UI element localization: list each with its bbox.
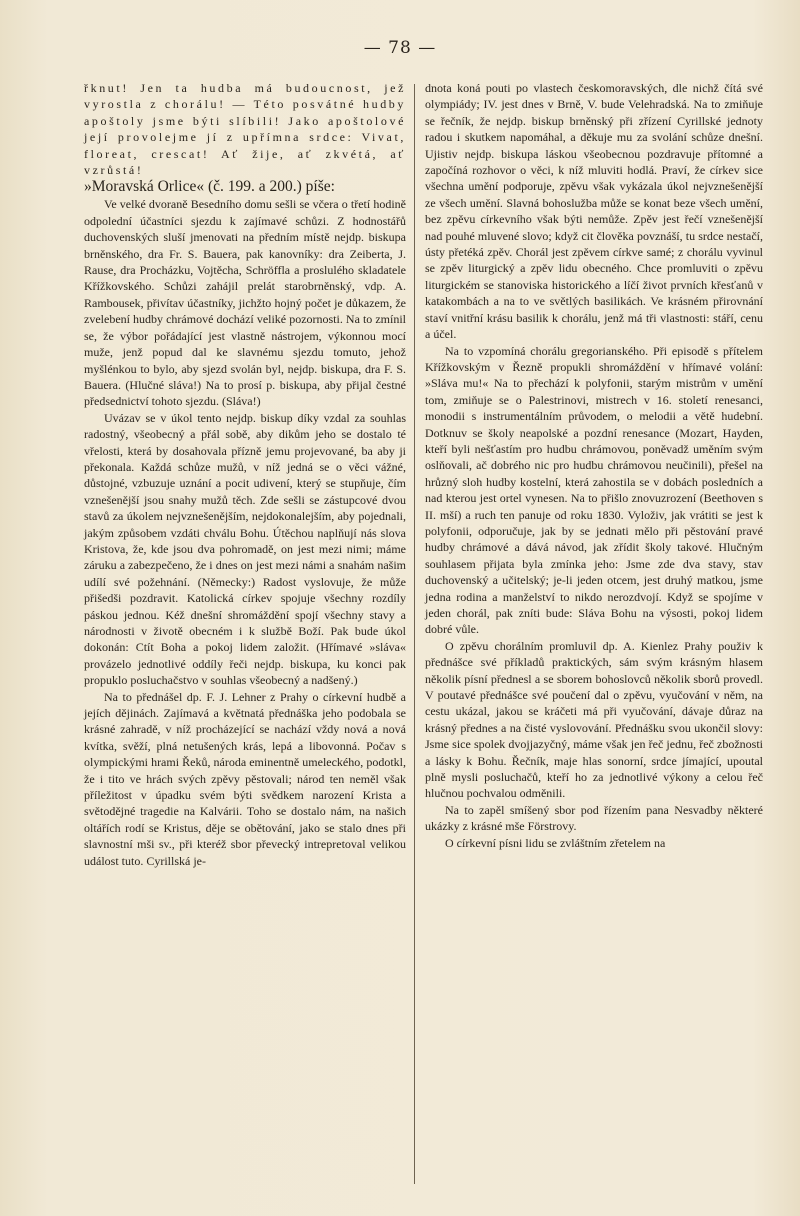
paragraph: Uvázav se v úkol tento nejdp. biskup díky vzdal za souhlas radostný, všeobecný a přál sobě, aby dikům jeho se dostalo té vřelosti, která by dosahovala přízně jemu projevované, ba aby ji překonala. Každá schůze mužů, v níž jedná se o věci vážné, důstojné, vzbuzuje uznání a pocit udivení, který se stupňuje, čím vznešenější jsou snahy mužů těch. Zde sešli se zástupcové dvou stavů za úkolem nejvznešenějším, nejdokonalejším, aby pojednali, jakým způsobem vzdáti chválu Bohu. Útěchou naplňují nás slova Kristova, že, kde jsou dva pohromadě, on jest mezi nimi; máme záruku a zabezpečeno, že i dnes on jest mezi námi a snahám našim udílí své požehnání. (Německy:) Radost vyslovuje, že může přišedši pozdravit. Katolická církev spojuje všechny rozdíly páskou jednou. Kéž dnešní shromáždění spojí všechny stavy a národnosti v životě obecném i k službě Boží. Pak bude úkol dokonán: Ctít Boha a pokoj lidem založit. (Hřímavé »sláva« provázelo jednotlivé oddíly řeči nejdp. biskupa, ku konci pak propuklo posluchačstvo v souhlas všeobecný a nadšený.) <box>84 410 406 688</box>
paragraph: Na to zapěl smíšený sbor pod řízením pana Nesvadby některé ukázky z krásné mše Förstrovy. <box>425 802 763 834</box>
section-heading: »Moravská Orlice« (č. 199. a 200.) píše: <box>84 178 335 196</box>
paragraph: Na to vzpomíná chorálu gregorianského. Při episodě s přítelem Křížkovským v Řezně propukli shromáždění v hřímavé volání: »Sláva mu!« Na to přechází k polyfonii, starým mistrům v umění tom, zmiňuje se o Palestrinovi, mistrech v 16. století renesanci, monodii s instrumentálním průvodem, o melodii a větě hudební. Dotknuv se školy neapolské a pozdní renesance (Mozart, Hayden, kteří byli nešťastím pro hudbu chrámovou, poněvadž uměním svým oslňovali, ač dobrého nic pro hudbu chrámovou neučinili), přešel na hrůzný sloh hudby kostelní, která zahostila se v dobách posledních a nad kterou jest ortel vynesen. Na to přišlo znovuzrození (Beethoven s II. mší) a ruch ten panuje od roku 1830. Vyloživ, jak vrátiti se jest k polyfonii, odporučuje, jak by se jednati mělo při pěstování pravé hudby chrámové a dává návod, jak zřídit školy takové. Hlučným souhlasem přijata byla zmínka jeho: Jsme zde dva stavy, stav duchovenský a učitelský; je-li jeden otcem, jest druhý matkou, jsme jedna rodina a manželství to nikdo nerozdvojí. Když se spojíme v jeden chorál, pak zníti bude: Sláva Bohu na výsosti, pokoj lidem dobré vůle. <box>425 343 763 637</box>
paragraph: O církevní písni lidu se zvláštním zřetelem na <box>445 835 666 850</box>
paragraph: O zpěvu chorálním promluvil dp. A. Kienlez Prahy použiv k přednášce své příkladů praktických, sám svým krásným hlasem několik písní přednesl a se sborem bohoslovců několik sborů provedl. V poutavé přednášce své poučení dal o zpěvu, vyučování v něm, na cestu ukázal, jakou se kráčeti má při vyučování, dávaje důraz na krásný přednes a na čisté vyslovování. Přednášku svou ukončil slovy: Jsme sice spolek dvojjazyčný, máme však jen řeč jednu, řeč zbožnosti a lásky k Bohu. Řečník, maje hlas sonorní, srdce jímající, upoutal plně mysli posluchačů, kteří ho za jednotlivé výkony a celou řeč hlučnou pochvalou odměnili. <box>425 638 763 801</box>
column-divider <box>414 84 415 1184</box>
paragraph: Ve velké dvoraně Besedního domu sešli se včera o třetí hodině odpolední účastníci sjezdu k zajímavé schůzi. Z hodnostářů duchovenských sluší jmenovati na předním místě nejdp. biskupa brněnského, dra Fr. S. Bauera, pak kanovníky: dra Zeiberta, J. Rause, dra Procházku, Vojtěcha, Schröffla a proslulého skladatele Křížkovského. Schůzi zahájil prelát starobrněnský, vdp. A. Rambousek, přivítav účastníky, jichžto hojný počet je důkazem, že zvelebení hudby chrámové dochází veliké pozornosti. Na to zmínil se, že výbor pořádající jest vlastně nástrojem, výkonnou mocí muže, jenž popud dal ke slavnému sjezdu tomuto, jehož myšlénkou to bylo, aby sjezd svolán byl, nejdp. biskupa, dra F. S. Bauera. (Hlučné sláva!) Na to prosí p. biskupa, aby přijal čestné předsednictví tohoto sjezdu. (Sláva!) <box>84 197 406 409</box>
intro-paragraph: řknut! Jen ta hudba má budoucnost, jež vyrostla z chorálu! — Této posvátné hudby apoštoly jsme býti slíbili! Jako apoštolové její provolejme jí z upřímna srdce: Vivat, floreat, crescat! Ať žije, ať zkvétá, ať vzrůstá! <box>84 81 406 178</box>
paragraph: Na to přednášel dp. F. J. Lehner z Prahy o církevní hudbě a jejích dějinách. Zajímavá a květnatá přednáška jeho podobala se krásné zahradě, v níž procházející se nachází vždy nová a nová kvítka, svěží, plná netušených krás, lepá a libovonná. Počav s olympickými hrami Řeků, národa eminentně umeleckého, podotkl, že i tito ve hrách svých zpěvy pěstovali; národ ten neměl však příležitost v úpadku svém býti svědkem narození Krista a světodějné tragedie na Kalvárii. Toho se dostalo nám, na našich oltářích rodí se Kristus, děje se obětování, jako se stalo dnes při slavnostní mši sv., při kteréž sbor převecký intrepretoval velikou událost tuto. Cyrillská je- <box>84 689 406 868</box>
paragraph: dnota koná pouti po vlastech českomoravských, dle nichž čítá své olympiády; IV. jest dnes v Brně, V. bude Velehradská. Na to zmiňuje se řečník, že nejdp. biskup brněnský při zřízení Cyrillské jednoty radou i skutkem napomáhal, a děkuje mu za svolání schůze dnešní. Ujistiv nejdp. biskupa láskou všeobecnou pozdravuje přítomné a započíná rozhovor o věci, k níž mluviti hodlá. Praví, že církev sice všechna umění podporuje, zpěvu však vykázala úkol nejvznešenější ze všech umění. Slavná bohoslužba může se konat beze všech umění, bez zpěvu církevního však býti nemůže. Zpěv jest řečí vznešenější nad pouhé mluvené slovo; když cit člověka povznáší, tu srdce nestačí, ústy přetéká zpěv. Chorál jest zpěvem církve samé; z chorálu vyvinul se zpěv liturgický a zpěv lidu obecného. Chce promluviti o zpěvu liturgickém se stanoviska historického a líčí život prvních křesťanů v katakombách a na to ve světlých basilikách. Ve krásném přirovnání staví vnitřní krásu basilik k chorálu, jenž má tři vlastnosti: stáří, cenu a účel. <box>425 81 763 342</box>
right-column <box>425 80 763 851</box>
page-number: — 78 — <box>363 38 437 58</box>
left-column <box>84 80 406 869</box>
